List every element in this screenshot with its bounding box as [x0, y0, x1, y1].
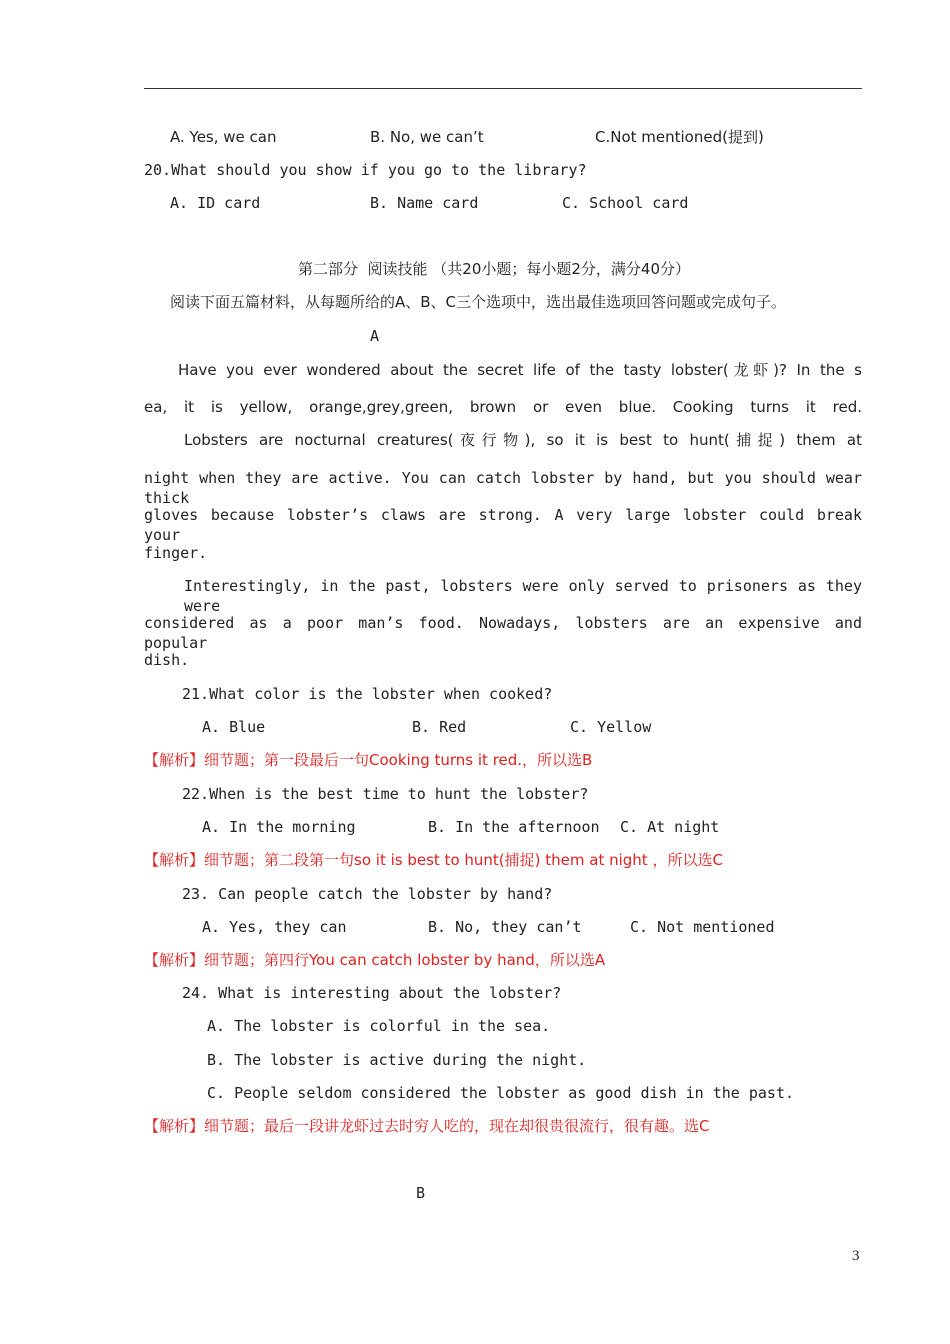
q22-option-b: B. In the afternoon: [428, 818, 600, 836]
q22-option-a: A. In the morning: [202, 818, 356, 836]
passage-a-line: gloves because lobster’s claws are strong. A very large lobster could break your: [144, 506, 862, 544]
q23-option-b: B. No, they can’t: [428, 918, 582, 936]
analysis-tag: 【解析】: [144, 751, 205, 769]
q23-analysis: [144, 950, 605, 970]
q24-option-c: C. People seldom considered the lobster as good dish in the past.: [207, 1084, 794, 1102]
q21-question: 21.What color is the lobster when cooked?: [182, 685, 553, 703]
passage-a-line: finger.: [144, 544, 208, 562]
passage-b-label: B: [416, 1184, 426, 1202]
passage-a-label: A: [370, 327, 380, 345]
passage-a-line: considered as a poor man’s food. Nowadays, lobsters are an expensive and popular: [144, 614, 862, 652]
header-rule: [144, 88, 862, 89]
q20-option-b: B. Name card: [370, 194, 479, 212]
analysis-text: 细节题；第二段第一句so it is best to hunt(捕捉) them at night ，所以选C: [204, 851, 723, 869]
q21-option-c: C. Yellow: [570, 718, 652, 736]
q22-question: 22.When is the best time to hunt the lobster?: [182, 785, 589, 803]
q23-question: 23. Can people catch the lobster by hand?: [182, 885, 553, 903]
page-number: 3: [852, 1248, 860, 1264]
passage-a-line: Interestingly, in the past, lobsters were only served to prisoners as they were: [184, 577, 862, 615]
analysis-text: 细节题；最后一段讲龙虾过去时穷人吃的，现在却很贵很流行，很有趣。选C: [204, 1117, 710, 1135]
analysis-text: 细节题；第一段最后一句Cooking turns it red.，所以选B: [204, 751, 593, 769]
q19-option-b: B. No, we can’t: [370, 128, 484, 146]
q20-option-a: A. ID card: [170, 194, 261, 212]
part2-instructions: 阅读下面五篇材料，从每题所给的A、B、C三个选项中，选出最佳选项回答问题或完成句子。: [170, 293, 787, 311]
analysis-text: 细节题；第四行You can catch lobster by hand，所以选A: [204, 951, 606, 969]
q22-analysis: [144, 850, 723, 870]
passage-a-line: dish.: [144, 651, 190, 669]
q24-analysis: [144, 1116, 710, 1136]
passage-a-line: Lobsters are nocturnal creatures(夜行物), so it is best to hunt(捕捉) them at: [184, 431, 862, 449]
analysis-tag: 【解析】: [144, 1117, 205, 1135]
q19-option-c: C.Not mentioned(提到): [595, 128, 764, 146]
q23-option-c: C. Not mentioned: [630, 918, 775, 936]
q21-option-b: B. Red: [412, 718, 467, 736]
analysis-tag: 【解析】: [144, 951, 205, 969]
passage-a-line: ea, it is yellow, orange,grey,green, brown or even blue. Cooking turns it red.: [144, 398, 862, 416]
q20-option-c: C. School card: [562, 194, 689, 212]
q21-analysis: [144, 750, 592, 770]
passage-a-line: Have you ever wondered about the secret life of the tasty lobster(龙虾)? In the s: [178, 361, 862, 379]
q21-option-a: A. Blue: [202, 718, 266, 736]
passage-a-line: night when they are active. You can catch lobster by hand, but you should wear thick: [144, 469, 862, 507]
part2-title: 第二部分 阅读技能 （共20小题；每小题2分，满分40分）: [298, 260, 691, 278]
q19-option-a: A. Yes, we can: [170, 128, 277, 146]
q24-question: 24. What is interesting about the lobster?: [182, 984, 562, 1002]
q22-option-c: C. At night: [620, 818, 720, 836]
q20-question: 20.What should you show if you go to the library?: [144, 161, 587, 179]
q24-option-a: A. The lobster is colorful in the sea.: [207, 1017, 551, 1035]
q24-option-b: B. The lobster is active during the night.: [207, 1051, 587, 1069]
analysis-tag: 【解析】: [144, 851, 205, 869]
q23-option-a: A. Yes, they can: [202, 918, 347, 936]
